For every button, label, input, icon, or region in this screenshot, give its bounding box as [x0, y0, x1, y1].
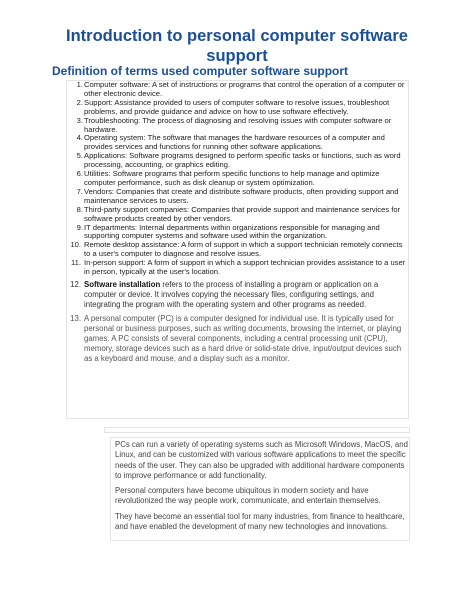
- list-item: [67, 259, 408, 277]
- list-item: [67, 170, 408, 188]
- item-number: 3.: [76, 115, 83, 125]
- list-item: [67, 99, 408, 117]
- item-text: Support: Assistance provided to users of computer software to resolve issues, troubleshoot problems, and provide guidance and advice on how to use software effectively.: [84, 97, 390, 116]
- item-number: 4.: [76, 133, 83, 143]
- item-text: Utilities: Software programs that perform specific functions to help manage and optimize computer performance, such as disk cleanup or system optimization.: [84, 169, 380, 187]
- item-text: Computer software: A set of instructions or programs that control the operation of a computer or other electronic device.: [84, 80, 405, 98]
- item-text: Troubleshooting: The process of diagnosing and resolving issues with computer software or hardware.: [84, 115, 392, 134]
- item-number: 7.: [76, 186, 83, 196]
- list-item: [67, 188, 408, 206]
- item-number: 12.: [70, 279, 81, 289]
- paragraph: Personal computers have become ubiquitous in modern society and have revolutionized the way people work, communicate, and entertain themselves.: [115, 486, 381, 506]
- item-number: 1.: [76, 80, 83, 89]
- term-bold: Software installation: [84, 279, 161, 289]
- item-text: Third-party support companies: Companies that provide support and maintenance services for software products created by other vendors.: [84, 204, 401, 223]
- list-item: [67, 224, 408, 242]
- paragraph: PCs can run a variety of operating systems such as Microsoft Windows, MacOS, and Linux, and can be customized with various software applications to meet the specific needs of the user. They can also be upgraded with additional hardware components to improve performance or add functionality.: [115, 440, 408, 480]
- item-number: 6.: [76, 169, 83, 179]
- document-title: Introduction to personal computer software support: [66, 27, 408, 65]
- list-item: [67, 134, 408, 152]
- item-number: 10.: [70, 240, 81, 250]
- item-number: 5.: [76, 151, 83, 161]
- item-text: In-person support: A form of support in which a support technician provides assistance to a user in person, typically at the user's location.: [84, 258, 406, 277]
- paragraph: They have become an essential tool for many industries, from finance to healthcare, and have enabled the development of many new technologies and innovations.: [115, 511, 405, 532]
- item-text: Vendors: Companies that create and distribute software products, often providing support and maintenance services to users.: [84, 186, 399, 205]
- item-number: 11.: [71, 258, 81, 268]
- item-number: 9.: [76, 222, 83, 232]
- item-text: A personal computer (PC) is a computer designed for individual use. It is typically used for personal or business purposes, such as writing documents, browsing the internet, or playing games. A PC consists of several components, including a central processing unit (CPU), memory, storage devices such as a hard drive or solid-state drive, input/output devices such as a keyboard and mouse, and a display such as a monitor.: [84, 313, 402, 364]
- item-number: 8.: [76, 204, 83, 214]
- list-item: [67, 206, 408, 224]
- list-item-personal-computer: [67, 314, 408, 365]
- list-item-software-installation: [67, 280, 408, 311]
- item-number: 13.: [70, 313, 81, 323]
- section-heading: Definition of terms used computer software support: [52, 64, 349, 78]
- definitions-list: [67, 81, 408, 365]
- item-number: 2.: [76, 97, 83, 107]
- list-item: [67, 81, 408, 99]
- item-text: Remote desktop assistance: A form of support in which a support technician remotely connects to a user's computer to diagnose and resolve issues.: [84, 240, 403, 259]
- list-item: [67, 117, 408, 135]
- item-text: IT departments: Internal departments within organizations responsible for managing and supporting computer systems and software used within the organization.: [84, 222, 380, 241]
- item-text: refers to the process of installing a program or application on a computer or device. It involves copying the necessary files, configuring settings, and integrating the program with the operating system and other programs as needed.: [84, 279, 379, 310]
- list-item: [67, 152, 408, 170]
- item-text: Applications: Software programs designed to perform specific tasks or functions, such as word processing, accounting, or graphics editing.: [84, 151, 401, 170]
- paragraph-box: [110, 437, 410, 541]
- definitions-list-box: [66, 80, 409, 419]
- list-item: [67, 241, 408, 259]
- divider-box: [104, 427, 410, 433]
- item-text: Operating system: The software that manages the hardware resources of a computer and provides services and functions for running other software applications.: [84, 133, 385, 152]
